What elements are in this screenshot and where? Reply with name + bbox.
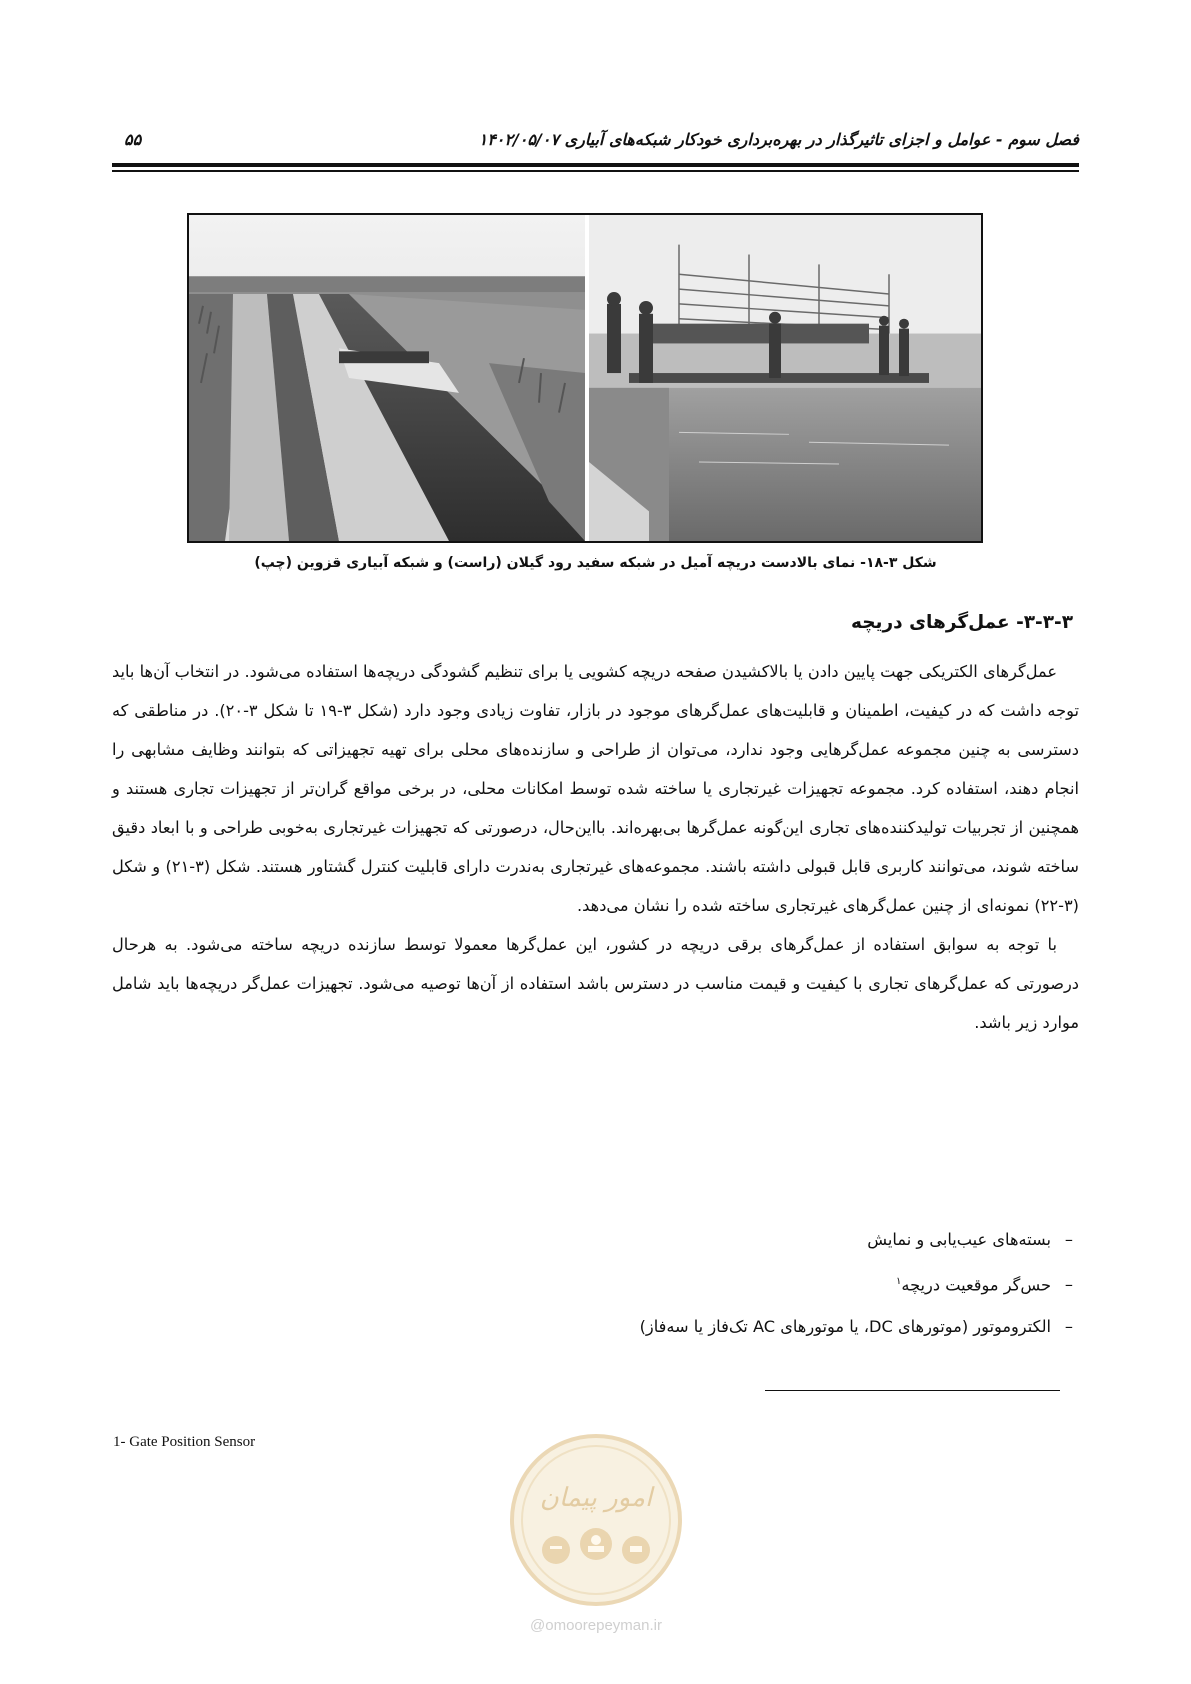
list-item-text: حس‌گر موقعیت دریچه [901,1275,1051,1295]
watermark-logo-text: امور پیمان [539,1483,653,1513]
gate-inspection-photo [589,215,981,541]
list-dash: – [1064,1275,1073,1295]
page-header [112,130,1079,158]
list-item [640,1219,1073,1261]
footnote: 1- Gate Position Sensor [113,1434,256,1450]
figure-caption: شکل ۳-۱۸- نمای بالادست دریچه آمیل در شبکه سفید رود گیلان (راست) و شبکه آبیاری قزوین (چپ) [254,555,937,571]
footnote-rule [765,1390,1060,1391]
section-heading: ۳-۳-۳- عمل‌گرهای دریچه [851,612,1073,633]
requirements-list [640,1219,1073,1348]
page-number: ۵۵ [124,130,142,149]
list-item-text: بسته‌های عیب‌یابی و نمایش [867,1230,1051,1249]
list-item [640,1306,1073,1348]
list-dash: – [1064,1230,1073,1249]
watermark-url: @omoorepeyman.ir [530,1617,662,1634]
list-dash: – [1064,1317,1073,1337]
list-item-text: الکتروموتور (موتورهای DC، یا موتورهای AC تک‌فاز یا سه‌فاز) [639,1317,1051,1337]
paragraph: با توجه به سوابق استفاده از عمل‌گرهای برقی دریچه در کشور، این عمل‌گرها معمولا توسط سازنده دریچه ساخته می‌شود. به هرحال درصورتی که عمل‌گرهای تجاری با کیفیت و قیمت مناسب در دسترس باشد استفاده از آن‌ها توصیه می‌شود. تجهیزات عمل‌گر دریچه‌ها باید شامل موارد زیر باشد. [112,935,1079,1032]
header-rule [112,163,1079,167]
omoore-peyman-seal-icon [508,1432,684,1608]
chapter-title: فصل سوم - عوامل و اجزای تاثیرگذار در بهره‌برداری خودکار شبکه‌های آبیاری ۱۴۰۲/۰۵/۰۷ [478,130,1079,149]
body-text [112,652,1079,1042]
header-rule-thin [112,170,1079,172]
footnote-marker[interactable]: ۱ [896,1276,902,1287]
figure-photos [187,213,983,543]
canal-landscape-photo [189,215,585,541]
list-item [640,1261,1073,1306]
paragraph: عمل‌گرهای الکتریکی جهت پایین دادن یا بالاکشیدن صفحه دریچه کشویی یا برای تنظیم گشودگی دریچه‌ها استفاده می‌شود. در انتخاب آن‌ها باید توجه داشت که در کیفیت، اطمینان و قابلیت‌های عمل‌گرهای موجود در بازار، تفاوت زیادی وجود دارد (شکل ۳-۱۹ تا شکل ۳-۲۰). در مناطقی که دسترسی به چنین مجموعه عمل‌گرهایی وجود ندارد، می‌توان از طراحی و سازنده‌های محلی برای تهیه تجهیزاتی که بتوانند وظایف مشابهی را انجام دهند، استفاده کرد. مجموعه تجهیزات غیرتجاری یا ساخته شده توسط امکانات محلی، در برخی مواقع گران‌تر از تجهیزات تجاری هستند و همچنین از تجربیات تولیدکننده‌های تجاری این‌گونه عمل‌گرها بی‌بهره‌اند. بااین‌حال، درصورتی که تجهیزات غیرتجاری به‌خوبی طراحی و با ابعاد دقیق ساخته شوند، می‌توانند کاربری قابل قبولی داشته باشند. مجموعه‌های غیرتجاری به‌ندرت دارای قابلیت کنترل گشتاور هستند. شکل (۳-۲۱) و شکل (۳-۲۲) نمونه‌ای از چنین عمل‌گرهای غیرتجاری ساخته شده را نشان می‌دهد. [112,662,1079,915]
